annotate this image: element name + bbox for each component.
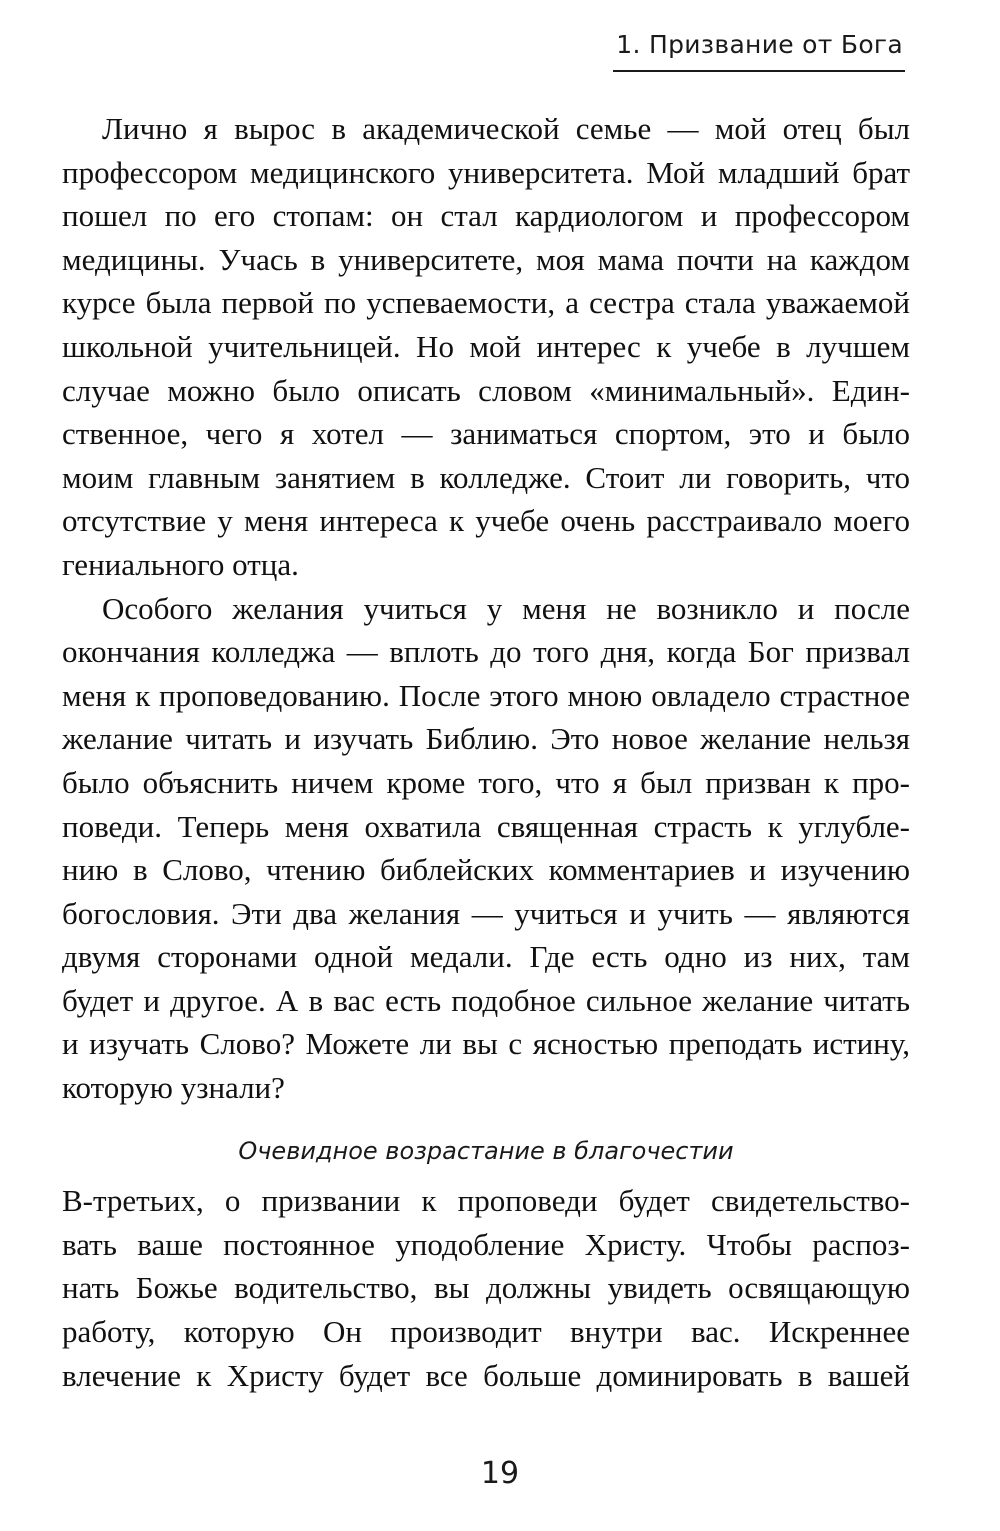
text-line: В-третьих, о призвании к проповеди будет свидетельство-: [62, 1183, 910, 1219]
text-line: богословия. Эти два желания — учиться и учить — являются: [62, 895, 910, 931]
text-line: будет и другое. А в вас есть подобное сильное желание читать: [62, 982, 910, 1018]
text-line: случае можно было описать словом «минимальный». Един-: [62, 372, 910, 408]
running-head-rule: [613, 70, 905, 72]
section-subheading: Очевидное возрастание в благочестии: [238, 1136, 734, 1165]
text-line: окончания колледжа — вплоть до того дня, когда Бог призвал: [62, 634, 910, 670]
text-line: двумя сторонами одной медали. Где есть одно из них, там: [62, 939, 910, 975]
text-line: Особого желания учиться у меня не возникло и после: [102, 590, 910, 626]
paragraph-1: [62, 107, 910, 587]
text-line: нию в Слово, чтению библейских комментариев и изучению: [62, 852, 910, 888]
text-line: и изучать Слово? Можете ли вы с ясностью преподать истину,: [62, 1026, 910, 1062]
paragraph-2: [62, 587, 910, 1110]
text-line: нать Божье водительство, вы должны увидеть освящающую: [62, 1270, 910, 1306]
text-line: курсе была первой по успеваемости, а сестра стала уважаемой: [62, 285, 910, 321]
text-line: отсутствие у меня интереса к учебе очень расстраивало моего: [62, 503, 910, 539]
text-line: Лично я вырос в академической семье — мой отец был: [102, 111, 910, 146]
body-text: [62, 107, 910, 1397]
paragraph-3: [62, 1179, 910, 1397]
text-line: поведи. Теперь меня охватила священная страсть к углубле-: [62, 808, 910, 844]
text-line: желание читать и изучать Библию. Это новое желание нельзя: [62, 721, 910, 757]
text-line: работу, которую Он производит внутри вас. Искреннее: [62, 1314, 910, 1350]
text-line: вать ваше постоянное уподобление Христу. Чтобы распоз-: [62, 1226, 910, 1262]
text-line: которую узнали?: [62, 1070, 285, 1106]
text-line: было объяснить ничем кроме того, что я был призван к про-: [62, 764, 910, 800]
text-line: профессором медицинского университета. Мой младший брат: [62, 154, 910, 190]
text-line: ственное, чего я хотел — заниматься спортом, это и было: [62, 416, 910, 452]
text-line: медицины. Учась в университете, моя мама почти на каждом: [62, 241, 910, 277]
text-line: меня к проповедованию. После этого мною овладело страстное: [62, 677, 910, 713]
running-head: 1. Призвание от Бога: [616, 30, 903, 59]
text-line: гениального отца.: [62, 546, 299, 582]
text-line: влечение к Христу будет все больше доминировать в вашей: [62, 1357, 910, 1393]
text-line: моим главным занятием в колледже. Стоит ли говорить, что: [62, 459, 910, 495]
page-number: 19: [480, 1456, 520, 1491]
text-line: пошел по его стопам: он стал кардиологом и профессором: [62, 198, 910, 234]
section-spacer: [62, 1110, 910, 1130]
text-line: школьной учительницей. Но мой интерес к учебе в лучшем: [62, 328, 910, 364]
